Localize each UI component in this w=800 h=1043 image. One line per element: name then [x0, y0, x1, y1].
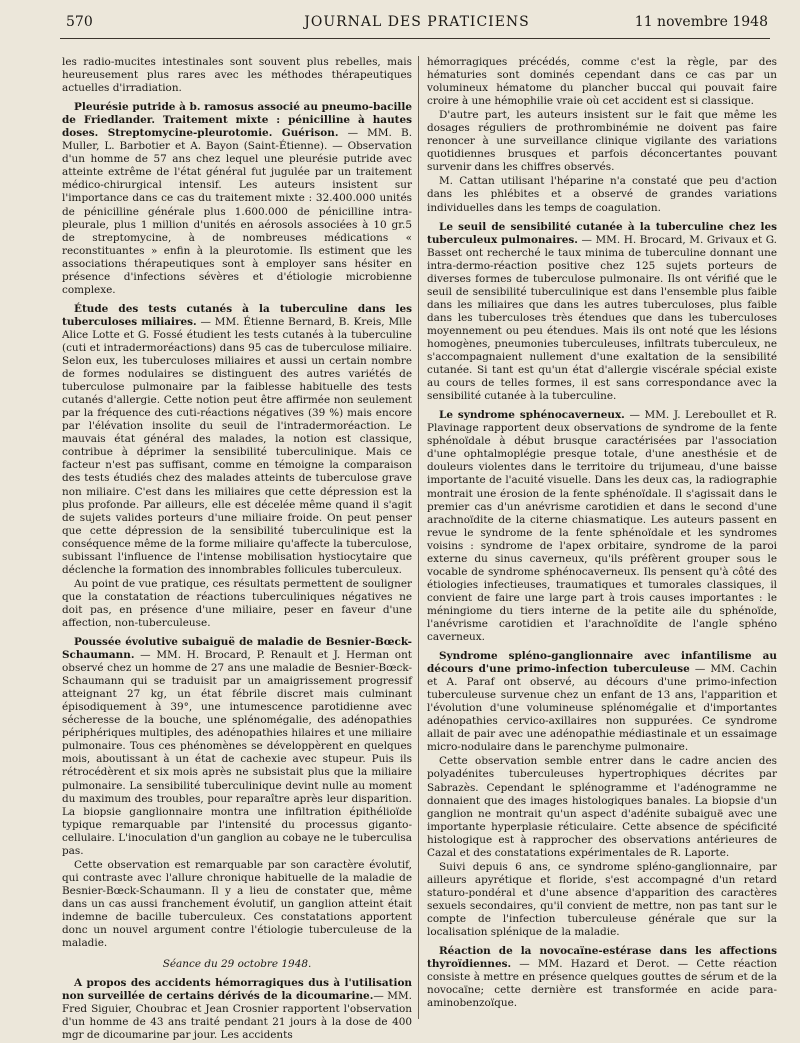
article-body: — MM. H. Brocard, P. Renault et J. Herman ont observé chez un homme de 27 ans une maladie de Besnier-Bœck-Schaumann qui se traduisit par un amaigrissement progressif atteignant 27 kg, un état fébrile discret mais culminant épisodiquement à 39°, une intumescence parotidienne avec sécheresse de la bouche, une splénomégalie, des adénopathies périphériques multiples, des adénopathies hilaires et une miliaire pulmonaire. Tous ces phénomènes se développèrent en quelques mois, aboutissant à un état de cachexie avec stupeur. Puis ils rétrocédèrent et six mois après ne subsistait plus que la miliaire pulmonaire. La sensibilité tuberculinique devint nulle au moment du maximum des troubles, pour reparaître après leur disparition. La biopsie ganglionnaire montra une infiltration épithélioïde typique remarquable par l'intensité du processus giganto-cellulaire. L'inoculation d'un ganglion au cobaye ne le tuberculisa pas. [62, 649, 412, 857]
article-heading: Pleurésie putride à b. ramosus associé au pneumo-bacille de Friedlander. Traitement mixte : pénicilline à hautes doses. Streptomycine-pleurotomie. Guérison. [62, 101, 412, 140]
article-spleno-ganglionnaire [427, 650, 777, 754]
paragraph: Au point de vue pratique, ces résultats permettent de souligner que la constatation de réactions tuberculiniques négatives ne doit pas, en présence d'une miliaire, peser en faveur d'une affection, non-tuberculeuse. [62, 577, 412, 629]
issue-date: 11 novembre 1948 [634, 14, 768, 30]
left-column [62, 56, 412, 1043]
article-body: — MM. B. Muller, L. Barbotier et A. Bayon (Saint-Étienne). — Observation d'un homme de 57 ans chez lequel une pleurésie putride avec atteinte extrême de l'état général fut jugulée par un traitement médico-chirurgical intensif. Les auteurs insistent sur l'importance dans ce cas du traitement mixte : 32.400.000 unités de pénicilline générale plus 1.600.000 de pénicilline intra-pleurale, plus 1 million d'unités en aérosols associées à 10 gr.5 de streptomycine, à de nombreuses médications « reconstituantes » enfin à la pleurotomie. Ils estiment que les associations thérapeutiques sont à employer sans hésiter en présence d'infections sévères et d'étiologie microbienne complexe. [62, 127, 413, 296]
page-header [66, 12, 768, 36]
paragraph: hémorragiques précédés, comme c'est la règle, par des hématuries sont dominés cependant dans ce cas par un volumineux hématome du plancher buccal qui pouvait faire croire à une hémophilie vraie où cet accident est si classique. [427, 56, 777, 108]
article-heading: Poussée évolutive subaiguë de maladie de Besnier-Bœck-Schaumann. [62, 636, 412, 662]
article-body: — MM. Cachin et A. Paraf ont observé, au décours d'une primo-infection tuberculeuse survenue chez un enfant de 13 ans, l'apparition et l'évolution d'une volumineuse splénomégalie et d'importantes adénopathies cervico-axillaires non suppurées. Ce syndrome allait de pair avec une adénopathie médiastinale et un essaimage micro-nodulaire dans le parenchyme pulmonaire. [427, 663, 777, 754]
paragraph: les radio-mucites intestinales sont souvent plus rebelles, mais heureusement plus rares avec les méthodes thérapeutiques actuelles d'irradiation. [62, 56, 412, 95]
article-body: — MM. Étienne Bernard, B. Kreis, Mlle Alice Lotte et G. Fossé étudient les tests cutanés à la tuberculine (cuti et intradermoréactions) dans 95 cas de tuberculose miliaire. Selon eux, les tuberculoses miliaires et aussi un certain nombre de formes nodulaires se distinguent des autres variétés de tuberculose pulmonaire par la faiblesse habituelle des tests cutanés d'allergie. Cette notion peut être affirmée non seulement par la fréquence des cuti-réactions négatives (39 %) mais encore par l'élévation insolite du seuil de l'intradermoréaction. Le mauvais état général des malades, la notion est classique, contribue à déprimer la sensibilité tuberculinique. Mais ce facteur n'est pas suffisant, comme en témoigne la comparaison des tests étudiés chez des malades atteints de tuberculose grave non miliaire. C'est dans les miliaires que cette dépression est la plus profonde. Par ailleurs, elle est décelée même quand il s'agit de sujets valides porteurs d'une miliaire froide. On peut penser que cette dépression de la sensibilité tuberculinique est la conséquence même de la forme miliaire qu'affecte la tuberculose, subissant l'influence de l'intense mobilisation hystiocytaire que déclenche la formation des innombrables follicules tuberculeux. [62, 315, 412, 576]
article-heading: A propos des accidents hémorragiques dus à l'utilisation non surveillée de certains dérivés de la dicoumarine. [62, 977, 412, 1003]
paragraph: Suivi depuis 6 ans, ce syndrome spléno-ganglionnaire, par ailleurs apyrétique et floride, s'est accompagné d'un retard staturo-pondéral et d'une absence d'apparition des caractères sexuels secondaires, qu'il convient de mettre, non pas tant sur le compte de l'infection tuberculeuse générale que sur la localisation splénique de la maladie. [427, 860, 777, 939]
article-heading: Étude des tests cutanés à la tuberculine dans les tuberculoses miliaires. [62, 302, 412, 328]
paragraph: D'autre part, les auteurs insistent sur le fait que même les dosages réguliers de prothrombinémie ne doivent pas faire renoncer à une surveillance clinique vigilante des variations quotidiennes brusques et parfois déconcertantes pouvant survenir dans les chiffres observés. [427, 109, 777, 174]
header-rule [60, 38, 770, 39]
article-dicoumarine [62, 977, 412, 1042]
paragraph: M. Cattan utilisant l'héparine n'a constaté que peu d'action dans les phlébites et a observé de grandes variations individuelles dans les temps de coagulation. [427, 175, 777, 214]
seance-date: Séance du 29 octobre 1948. [162, 958, 312, 971]
article-heading: Syndrome spléno-ganglionnaire avec infantilisme au décours d'une primo-infection tuberculeuse [427, 650, 777, 676]
article-tests-cutanes [62, 303, 412, 577]
paragraph: Cette observation semble entrer dans le cadre ancien des polyadénites tuberculeuses hypertrophiques décrites par Sabrazès. Cependant le splénogramme et l'adénogramme ne donnaient que des images histologiques banales. La biopsie d'un ganglion ne montrait qu'un aspect d'adénite subaiguë avec une importante hyperplasie réticulaire. Cette absence de spécificité histologique est à rapprocher des observations antérieures de Cazal et des constatations expérimentales de R. Laporte. [427, 755, 777, 859]
article-heading: Le seuil de sensibilité cutanée à la tuberculine chez les tuberculeux pulmonaires. [427, 220, 777, 246]
page-number: 570 [66, 14, 93, 30]
article-body: — MM. Fred Siguier, Choubrac et Jean Crosnier rapportent l'observation d'un homme de 43 ans traité pendant 21 jours à la dose de 400 mgr de dicoumarine par jour. Les accidents [62, 990, 412, 1042]
right-column [427, 56, 777, 1011]
article-body: — MM. H. Brocard, M. Grivaux et G. Basset ont recherché le taux minima de tuberculine donnant une intra-dermo-réaction positive chez 125 sujets porteurs de diverses formes de tuberculose pulmonaire. Ils ont vérifié que le seuil de sensibilité tuberculinique est dans l'ensemble plus faible dans les miliaires que dans les autres tuberculoses, plus faible dans les tuberculoses très étendues que dans les tuberculoses moyennement ou peu étendues. Mais ils ont noté que les lésions homogènes, pneumonies tuberculeuses, infiltrats tuberculeux, ne s'accompagnaient nullement d'une exaltation de la sensibilité cutanée. Si tant est qu'un état d'allergie viscérale spécial existe au cours de telles formes, il est sans correspondance avec la sensibilité cutanée à la tuberculine. [427, 233, 777, 403]
article-besnier-boeck [62, 636, 412, 858]
article-body: — MM. J. Lereboullet et R. Plavinage rapportent deux observations de syndrome de la fente sphénoïdale à début brusque caractérisées par l'association d'une ophtalmoplégie presque totale, d'une anesthésie et de douleurs violentes dans le territoire du trijumeau, d'une baisse importante de l'acuité visuelle. Dans les deux cas, la radiographie montrait une érosion de la fente sphénoïdale. Il s'agissait dans le premier cas d'un anévrisme carotidien et dans le second d'une arachnoïdite de la citerne chiasmatique. Les auteurs passent en revue le syndrome de la fente sphénoïdale et les syndromes voisins : syndrome de l'apex orbitaire, syndrome de la paroi externe du sinus caverneux, qu'ils préfèrent grouper sous le vocable de syndrome sphénocaverneux. Ils pensent qu'à côté des étiologies infectieuses, traumatiques et tumorales classiques, il convient de faire une large part à trois causes importantes : le méningiome du tiers interne de la petite aile du sphénoïde, l'anévrisme carotidien et l'arachnoïdite de l'angle sphéno caverneux. [427, 409, 777, 644]
journal-title: JOURNAL DES PRATICIENS [304, 14, 530, 30]
article-novocaine-esterase [427, 945, 777, 1010]
column-divider [418, 56, 419, 1019]
article-heading: Le syndrome sphénocaverneux. [439, 409, 625, 422]
article-seuil-sensibilite [427, 221, 777, 404]
paragraph: Cette observation est remarquable par son caractère évolutif, qui contraste avec l'allure chronique habituelle de la maladie de Besnier-Bœck-Schaumann. Il y a lieu de constater que, même dans un cas aussi franchement évolutif, un ganglion atteint était indemne de bacille tuberculeux. Ces constatations apportent donc un nouvel argument contre l'étiologie tuberculeuse de la maladie. [62, 858, 412, 950]
article-syndrome-sphenocaverneux [427, 409, 777, 644]
article-body: — MM. Hazard et Derot. — Cette réaction consiste à mettre en présence quelques gouttes de sérum et de la novocaïne; cette dernière est transformée en acide para-aminobenzoïque. [427, 958, 777, 1010]
article-heading: Réaction de la novocaïne-estérase dans les affections thyroïdiennes. [427, 945, 777, 971]
article-pleuresie [62, 101, 412, 297]
